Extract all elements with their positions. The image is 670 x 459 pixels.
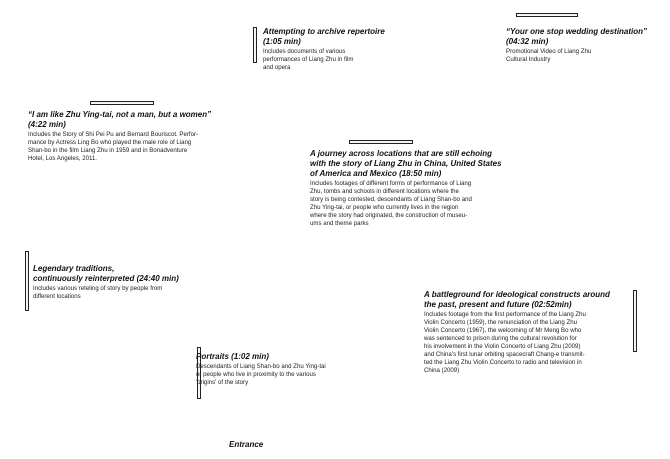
exhibit-journey bbox=[310, 149, 535, 228]
exhibit-battleground-description: Includes footage from the first performance of the Liang Zhu Violin Concerto (1959), the renunciation of the Liang Zhu Violin Concerto (1967), the welcoming of Mr Meng Bo who was sentenced to prison during the cultural revolution for his involvement in the Violin Concerto of Liang Zhu (2009) and China's first lunar orbiting spacecraft Chang-e transmit- ted the Liang Zhu Violin Concerto to radio and television in China (2009) bbox=[424, 311, 586, 374]
exhibit-wedding-title: “Your one stop wedding destination” (04:32 min) bbox=[506, 27, 648, 46]
exhibit-journey-title: A journey across locations that are still echoing with the story of Liang Zhu in China, United States of America and Mexico (18:50 min) bbox=[310, 149, 502, 178]
screen-bar-archive bbox=[253, 27, 257, 63]
exhibit-journey-description: Includes footages of different forms of performance of Liang Zhu, tombs and schools in different locations where the story is being contested, descendants of Liang Shan-bo and Zhu Ying-tai, or people who currently lives in the region where the story had originated, the construction of museu- ums and theme parks bbox=[310, 180, 472, 227]
exhibit-portraits-description: Descendants of Liang Shan-bo and Zhu Ying-tai or people who live in proximity to the various 'origins' of the story bbox=[196, 363, 326, 386]
exhibit-wedding-description: Promotional Video of Liang Zhu Cultural Industry bbox=[506, 48, 592, 63]
entrance-label: Entrance bbox=[229, 440, 264, 449]
exhibit-zhu-ying-tai-title: “I am like Zhu Ying-tai, not a man, but a women” (4:22 min) bbox=[28, 110, 212, 129]
screen-bar-legendary bbox=[25, 251, 29, 311]
exhibit-legendary-description: Includes various reteling of story by people from different locations bbox=[33, 285, 163, 300]
screen-bar-zhu bbox=[90, 101, 154, 105]
exhibit-zhu-ying-tai bbox=[28, 110, 248, 163]
screen-bar-battleground bbox=[633, 290, 637, 352]
exhibit-archive-title: Attempting to archive repertoire (1:05 min) bbox=[263, 27, 385, 46]
exhibit-legendary bbox=[33, 264, 223, 301]
exhibit-portraits-title: Portraits (1:02 min) bbox=[196, 352, 269, 361]
exhibit-battleground bbox=[424, 290, 629, 375]
exhibit-archive-description: Includes documents of various performances of Liang Zhu in film and opera bbox=[263, 48, 354, 71]
exhibit-wedding bbox=[506, 27, 666, 64]
screen-bar-journey bbox=[349, 140, 413, 144]
exhibit-battleground-title: A battleground for ideological constructs around the past, present and future (02:52min) bbox=[424, 290, 610, 309]
exhibit-legendary-title: Legendary traditions, continuously reinterpreted (24:40 min) bbox=[33, 264, 179, 283]
exhibit-zhu-ying-tai-description: Includes the Story of Shi Pei Pu and Bernard Bouriscot. Perfor- mance by Actress Ling Bo who played the male role of Liang Shan-bo in the film Liang Zhu in 1959 and in Bonadventure Hotel, Los Angeles, 2011. bbox=[28, 131, 199, 162]
exhibit-portraits bbox=[196, 352, 356, 387]
screen-bar-wedding bbox=[516, 13, 578, 17]
exhibit-archive bbox=[263, 27, 413, 72]
